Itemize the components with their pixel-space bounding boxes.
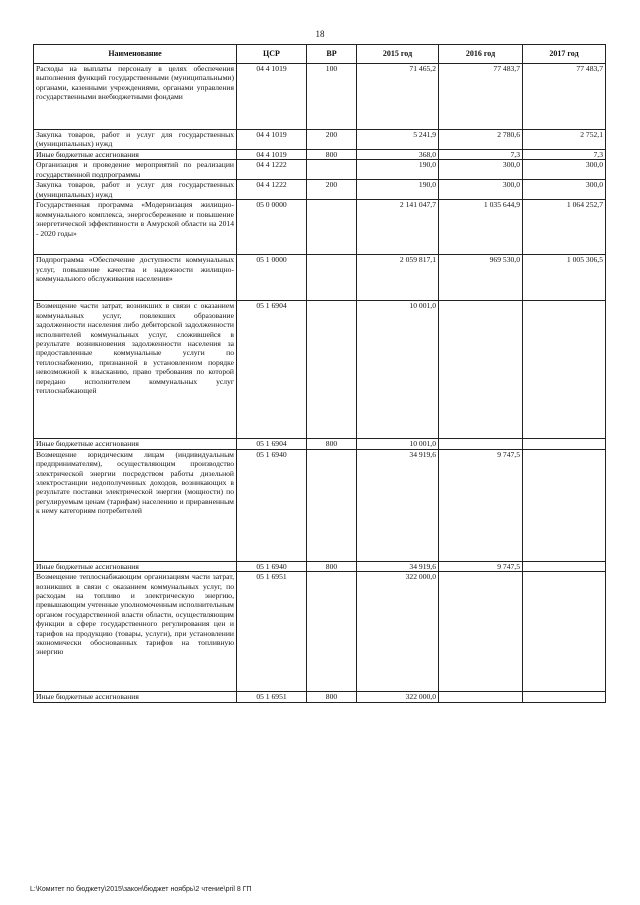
cell-name: Расходы на выплаты персоналу в целях обеспечения выполнения функций государственными (муниципальными) органами, казенными учреждениями, органами управления государственными внебюджетными фондами <box>34 64 237 130</box>
cell-vr: 200 <box>307 180 357 200</box>
table-row <box>34 64 606 130</box>
page-number: 18 <box>315 29 325 39</box>
cell-vr: 800 <box>307 692 357 702</box>
cell-name: Иные бюджетные ассигнования <box>34 561 237 571</box>
header-2017: 2017 год <box>523 45 606 64</box>
cell-csr: 05 1 6951 <box>237 692 307 702</box>
cell-vr <box>307 255 357 301</box>
table-row <box>34 439 606 449</box>
cell-2016: 300,0 <box>439 160 523 180</box>
table-row <box>34 301 606 439</box>
cell-2017 <box>523 692 606 702</box>
cell-2016 <box>439 572 523 692</box>
table-row <box>34 160 606 180</box>
table-row <box>34 255 606 301</box>
header-2016: 2016 год <box>439 45 523 64</box>
cell-2016: 9 747,5 <box>439 449 523 561</box>
cell-csr: 04 4 1019 <box>237 150 307 160</box>
table-row <box>34 180 606 200</box>
cell-vr <box>307 572 357 692</box>
cell-name: Возмещение части затрат, возникших в связи с оказанием коммунальных услуг, повлекших образование задолженности населения либо дебиторской задолженности исполнителей коммунальных услуг, сложившейся в результате возникновения задолженности населения за предоставленные коммунальные услуги по теплоснабжению, признанной в установленном порядке невозможной к взысканию, право требования по которой передано исполнителем коммунальных услуг теплоснабжающей <box>34 301 237 439</box>
cell-2017: 300,0 <box>523 160 606 180</box>
cell-name: Закупка товаров, работ и услуг для государственных (муниципальных) нужд <box>34 130 237 150</box>
cell-name: Возмещение теплоснабжающим организациям части затрат, возникших в связи с оказанием коммунальных услуг, по расходам на топливо и электрическую энергию, превышающим учтенные уполномоченным исполнительным органом государственной власти области, осуществляющим функции в сфере государственного регулирования цен и тарифов на продукцию (товары, услуги), при установлении экономически обоснованных тарифов на топливную энергию <box>34 572 237 692</box>
file-path-footer: L:\Комитет по бюджету\2015\закон\бюджет ноябрь\2 чтение\pril 8 ГП <box>30 886 252 893</box>
cell-2017 <box>523 561 606 571</box>
cell-csr: 04 4 1222 <box>237 180 307 200</box>
cell-2017 <box>523 439 606 449</box>
cell-vr <box>307 301 357 439</box>
cell-2015: 368,0 <box>357 150 439 160</box>
cell-2017: 1 064 252,7 <box>523 200 606 255</box>
table-row <box>34 572 606 692</box>
cell-csr: 05 1 6940 <box>237 561 307 571</box>
cell-csr: 05 1 6904 <box>237 439 307 449</box>
cell-name: Иные бюджетные ассигнования <box>34 150 237 160</box>
table-row <box>34 449 606 561</box>
table-row <box>34 150 606 160</box>
cell-name: Возмещение юридическим лицам (индивидуальным предпринимателям), осуществляющим производство электрической энергии посредством работы дизельной электростанции недополученных доходов, возникающих в результате поставки электрической энергии (мощности) по регулируемым ценам (тарифам) населению и приравненным к нему категориям потребителей <box>34 449 237 561</box>
cell-vr: 800 <box>307 561 357 571</box>
cell-name: Государственная программа «Модернизация жилищно-коммунального комплекса, энергосбережение и повышение энергетической эффективности в Амурской области на 2014 - 2020 годы» <box>34 200 237 255</box>
cell-2015: 2 141 047,7 <box>357 200 439 255</box>
cell-vr <box>307 200 357 255</box>
cell-vr: 200 <box>307 130 357 150</box>
cell-2017: 300,0 <box>523 180 606 200</box>
cell-2016: 2 780,6 <box>439 130 523 150</box>
cell-2017 <box>523 449 606 561</box>
cell-2016: 7,3 <box>439 150 523 160</box>
cell-csr: 05 1 6940 <box>237 449 307 561</box>
cell-2016 <box>439 301 523 439</box>
cell-2015: 34 919,6 <box>357 449 439 561</box>
cell-2015: 34 919,6 <box>357 561 439 571</box>
cell-2016: 300,0 <box>439 180 523 200</box>
cell-2015: 10 001,0 <box>357 301 439 439</box>
cell-2017: 2 752,1 <box>523 130 606 150</box>
cell-2015: 71 465,2 <box>357 64 439 130</box>
cell-name: Подпрограмма «Обеспечение доступности коммунальных услуг, повышение качества и надежности жилищно-коммунального обслуживания населения» <box>34 255 237 301</box>
cell-2015: 5 241,9 <box>357 130 439 150</box>
cell-vr <box>307 449 357 561</box>
header-vr: ВР <box>307 45 357 64</box>
cell-vr: 800 <box>307 150 357 160</box>
cell-2016 <box>439 692 523 702</box>
cell-2016 <box>439 439 523 449</box>
cell-name: Организация и проведение мероприятий по реализации государственной подпрограммы <box>34 160 237 180</box>
cell-2015: 322 000,0 <box>357 572 439 692</box>
cell-csr: 05 0 0000 <box>237 200 307 255</box>
cell-2017 <box>523 301 606 439</box>
cell-2017: 77 483,7 <box>523 64 606 130</box>
budget-table <box>33 44 606 703</box>
cell-vr: 800 <box>307 439 357 449</box>
table-row <box>34 692 606 702</box>
cell-2015: 10 001,0 <box>357 439 439 449</box>
cell-vr <box>307 160 357 180</box>
cell-2017 <box>523 572 606 692</box>
cell-2016: 9 747,5 <box>439 561 523 571</box>
cell-2016: 77 483,7 <box>439 64 523 130</box>
cell-2015: 190,0 <box>357 160 439 180</box>
table-row <box>34 200 606 255</box>
cell-2017: 1 005 306,5 <box>523 255 606 301</box>
header-2015: 2015 год <box>357 45 439 64</box>
cell-2015: 322 000,0 <box>357 692 439 702</box>
cell-2016: 969 530,0 <box>439 255 523 301</box>
cell-name: Иные бюджетные ассигнования <box>34 692 237 702</box>
table-row <box>34 561 606 571</box>
cell-2015: 2 059 817,1 <box>357 255 439 301</box>
cell-csr: 04 4 1222 <box>237 160 307 180</box>
cell-csr: 04 4 1019 <box>237 64 307 130</box>
header-csr: ЦСР <box>237 45 307 64</box>
cell-2015: 190,0 <box>357 180 439 200</box>
table-row <box>34 130 606 150</box>
header-name: Наименование <box>34 45 237 64</box>
cell-name: Закупка товаров, работ и услуг для государственных (муниципальных) нужд <box>34 180 237 200</box>
cell-csr: 05 1 6904 <box>237 301 307 439</box>
cell-vr: 100 <box>307 64 357 130</box>
cell-csr: 05 1 6951 <box>237 572 307 692</box>
cell-name: Иные бюджетные ассигнования <box>34 439 237 449</box>
cell-csr: 05 1 0000 <box>237 255 307 301</box>
cell-2017: 7,3 <box>523 150 606 160</box>
cell-2016: 1 035 644,9 <box>439 200 523 255</box>
cell-csr: 04 4 1019 <box>237 130 307 150</box>
table-header-row <box>34 45 606 64</box>
